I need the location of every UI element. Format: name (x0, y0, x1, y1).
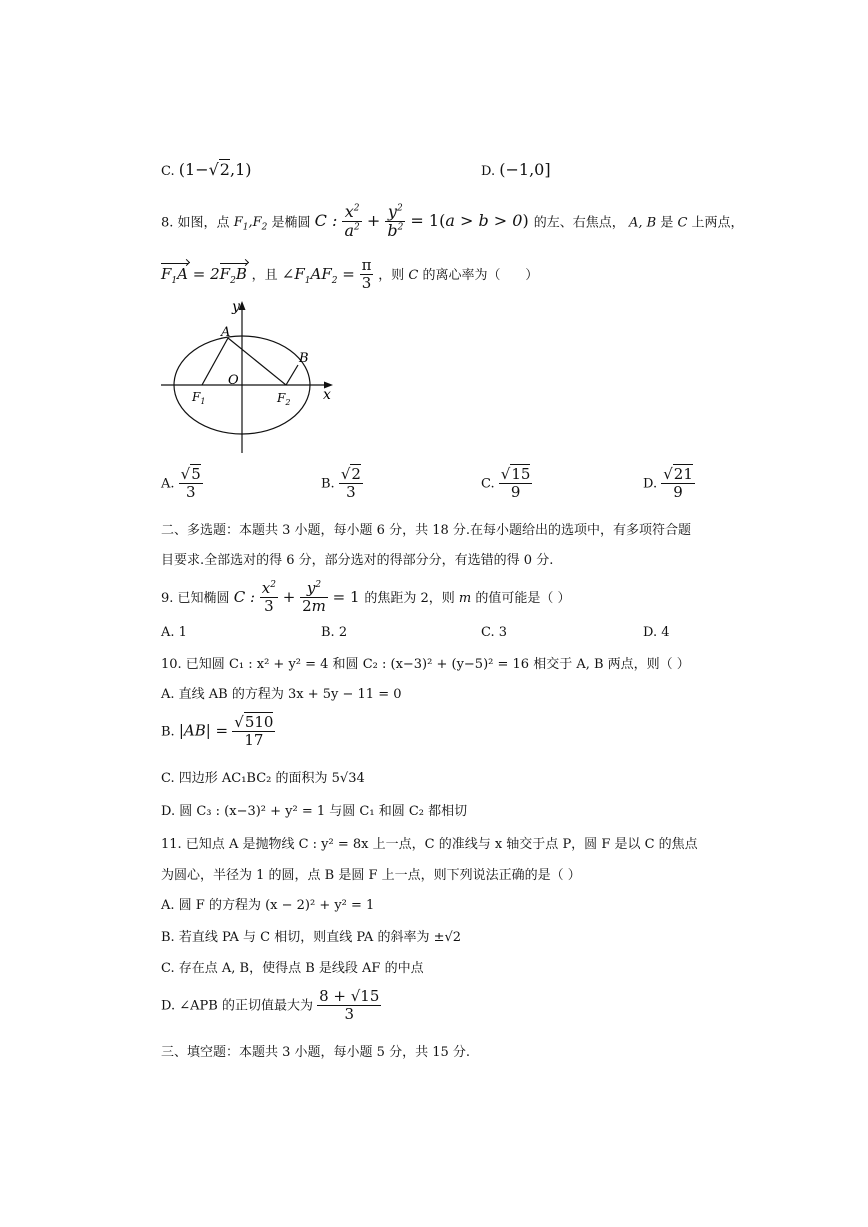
q8-stem-line2 (161, 257, 538, 293)
label-b: B (299, 351, 309, 366)
q9-stem (161, 580, 570, 616)
option-fraction: $\frac{√15}{9}$ (500, 465, 531, 502)
q11-stem-line2: 为圆心，半径为 1 的圆，点 B 是圆 F 上一点，则下列说法正确的是（ ） (161, 868, 581, 883)
q8-option-b (321, 466, 363, 502)
denominator: 9 (673, 483, 683, 502)
numerator: 8 + √15 (319, 987, 380, 1005)
question-number: 8. (161, 215, 174, 231)
option-label: B. (321, 476, 335, 492)
q10-stem: 10. 已知圆 C₁ : x² + y² = 4 和圆 C₂ : (x−3)² + (y−5)² = 16 相交于 A, B 两点，则（ ） (161, 657, 690, 672)
vector-condition: $F_1A = 2F_2B$ (161, 264, 247, 286)
option-fraction: $\frac{√2}{3}$ (340, 465, 361, 502)
label-f2: $F_2$ (277, 391, 291, 407)
option-label: B. (161, 724, 175, 740)
option-lhs: |AB| = (178, 721, 229, 740)
section-2-line1: 二、多选题：本题共 3 小题，每小题 6 分，共 18 分.在每小题给出的选项中，有多项符合题 (161, 523, 692, 538)
denominator: 9 (510, 483, 521, 502)
label-f1: $F_1$ (192, 390, 206, 406)
section-3-line: 三、填空题：本题共 3 小题，每小题 5 分，共 15 分. (161, 1045, 471, 1060)
label-x: x (323, 387, 331, 403)
q7-option-d (481, 160, 551, 179)
radicand: 21 (673, 465, 693, 483)
q8-option-d (643, 466, 695, 502)
q8-option-a (161, 466, 203, 502)
denominator: 3 (346, 483, 356, 502)
option-label: D. (481, 164, 496, 179)
stem-text: ，则 C 的离心率为（ ） (378, 267, 539, 283)
ellipse-equation: C : $\frac{x^2}{a^2}$ + $\frac{y^2}{b^2}$ = 1(a > b > 0) (314, 202, 529, 241)
stem-text: A, B (628, 215, 657, 231)
denominator: 3 (185, 483, 196, 502)
q10-option-c: C. 四边形 AC₁BC₂ 的面积为 5√34 (161, 771, 365, 786)
stem-text: 的焦距为 2，则 (364, 590, 455, 606)
q9-option-a: A. 1 (161, 625, 187, 640)
option-fraction (317, 988, 381, 1024)
q9-option-c: C. 3 (481, 625, 508, 640)
label-a: A (221, 325, 231, 340)
denominator: 3 (344, 1005, 355, 1024)
option-fraction: $\frac{√510}{17}$ (234, 713, 274, 750)
q10-option-d: D. 圆 C₃ : (x−3)² + y² = 1 与圆 C₁ 和圆 C₂ 都相切 (161, 804, 468, 819)
section-2-line2: 目要求.全部选对的得 6 分，部分选对的得部分分，有选错的得 0 分. (161, 553, 554, 568)
q11-option-c: C. 存在点 A, B，使得点 B 是线段 AF 的中点 (161, 961, 424, 976)
option-label: C. (481, 476, 495, 492)
radicand: 2 (351, 465, 361, 483)
variable-m: m (458, 590, 472, 606)
radicand: 5 (191, 465, 201, 483)
stem-text: 是 C 上两点， (660, 215, 744, 231)
q11-option-b: B. 若直线 PA 与 C 相切，则直线 PA 的斜率为 ±√2 (161, 930, 462, 945)
radicand: 510 (244, 713, 274, 731)
q11-option-d (161, 988, 381, 1024)
option-value: (−1,0] (499, 160, 551, 179)
q11-option-a: A. 圆 F 的方程为 (x − 2)² + y² = 1 (161, 898, 375, 913)
segment-f2-b (286, 365, 298, 385)
option-fraction: $\frac{√5}{3}$ (180, 465, 201, 502)
stem-text: 是椭圆 (271, 215, 311, 231)
question-number: 9. (161, 590, 174, 606)
q7-option-c (161, 160, 252, 179)
radicand: 15 (511, 465, 531, 483)
ellipse-equation: C : $\frac{x^2}{3}$ + $\frac{y^2}{2m}$ = 1 (233, 579, 360, 616)
stem-text: 如图，点 (177, 215, 230, 231)
q10-option-a: A. 直线 AB 的方程为 3x + 5y − 11 = 0 (161, 687, 402, 702)
segment-f1-a (202, 338, 228, 385)
q8-option-c (481, 466, 532, 502)
stem-text: 的左、右焦点， (533, 215, 625, 231)
q10-option-b (161, 714, 275, 750)
stem-text: ，且 (251, 267, 278, 283)
option-text: D. ∠APB 的正切值最大为 (161, 998, 313, 1014)
option-label: D. (643, 476, 658, 492)
q8-stem-line1 (161, 203, 744, 241)
foci-label: $F_1,F_2$ (233, 215, 268, 233)
option-fraction: $\frac{√21}{9}$ (663, 465, 693, 502)
q11-stem-line1: 11. 已知点 A 是抛物线 C : y² = 8x 上一点，C 的准线与 x 轴交于点 P，圆 F 是以 C 的焦点 (161, 837, 698, 852)
q9-option-d: D. 4 (643, 625, 670, 640)
denominator: 17 (244, 731, 264, 750)
label-origin: O (228, 373, 239, 388)
label-y: y (232, 299, 240, 315)
q9-option-b: B. 2 (321, 625, 348, 640)
angle-condition: $\angle F_1AF_2$ = $\frac{\pi}{3}$ (281, 256, 372, 293)
option-label: C. (161, 164, 175, 179)
stem-text: 已知椭圆 (177, 590, 230, 606)
stem-text: 的值可能是（ ） (475, 590, 571, 606)
ellipse-figure (155, 298, 345, 458)
option-value: (1−√2,1) (178, 160, 252, 179)
option-label: A. (161, 476, 175, 492)
